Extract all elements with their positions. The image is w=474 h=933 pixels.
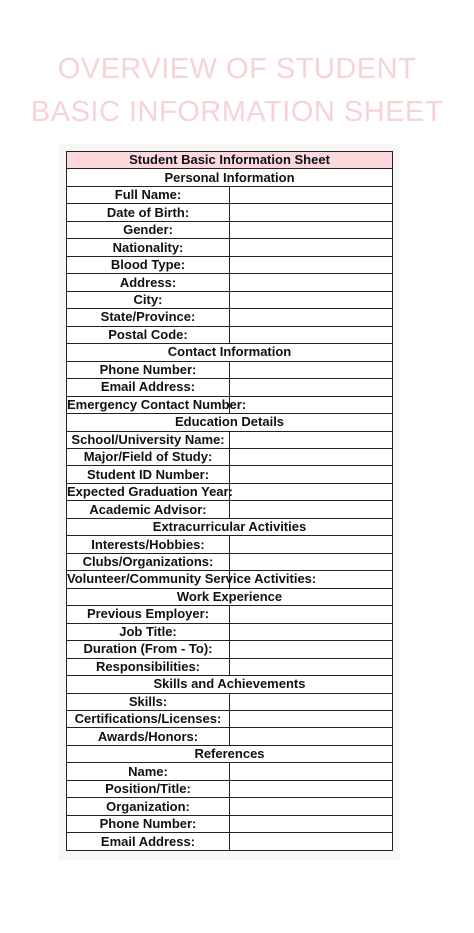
field-value-cell[interactable] [230, 763, 393, 780]
field-value-cell[interactable] [230, 186, 393, 203]
field-label: Phone Number: [67, 815, 230, 832]
field-value-cell[interactable] [230, 833, 393, 850]
field-row [67, 326, 393, 343]
section-row [67, 676, 393, 693]
field-row [67, 501, 393, 518]
field-label: State/Province: [67, 309, 230, 326]
section-row [67, 169, 393, 186]
field-row [67, 274, 393, 291]
field-label: Major/Field of Study: [67, 448, 230, 465]
field-label: Blood Type: [67, 256, 230, 273]
field-label: Email Address: [67, 379, 230, 396]
section-heading: Personal Information [67, 169, 393, 186]
section-heading: Extracurricular Activities [67, 518, 393, 535]
field-row [67, 728, 393, 745]
field-row [67, 466, 393, 483]
field-value-cell[interactable] [230, 239, 393, 256]
section-row [67, 414, 393, 431]
field-value-cell[interactable] [230, 466, 393, 483]
section-row [67, 745, 393, 762]
field-label: Job Title: [67, 623, 230, 640]
field-label: Student ID Number: [67, 466, 230, 483]
section-heading: Contact Information [67, 344, 393, 361]
title-line-2: BASIC INFORMATION SHEET [30, 96, 444, 128]
field-value-cell[interactable] [230, 815, 393, 832]
field-value-cell[interactable] [230, 780, 393, 797]
field-value-cell[interactable] [230, 204, 393, 221]
section-row [67, 518, 393, 535]
field-row [67, 396, 393, 413]
field-label: Nationality: [67, 239, 230, 256]
field-value-cell[interactable] [230, 728, 393, 745]
field-row [67, 606, 393, 623]
field-label: Previous Employer: [67, 606, 230, 623]
section-row [67, 344, 393, 361]
field-row [67, 553, 393, 570]
field-row [67, 798, 393, 815]
field-label: Skills: [67, 693, 230, 710]
field-row [67, 431, 393, 448]
field-value-cell[interactable] [230, 553, 393, 570]
field-label: School/University Name: [67, 431, 230, 448]
field-label: Email Address: [67, 833, 230, 850]
field-value-cell[interactable] [230, 309, 393, 326]
field-row [67, 711, 393, 728]
section-heading: Education Details [67, 414, 393, 431]
field-value-cell[interactable] [230, 623, 393, 640]
field-row [67, 693, 393, 710]
field-value-cell[interactable] [230, 274, 393, 291]
sheet-header-row [67, 152, 393, 169]
section-heading: References [67, 745, 393, 762]
sheet-header: Student Basic Information Sheet [67, 152, 393, 169]
field-row [67, 815, 393, 832]
field-value-cell[interactable] [230, 711, 393, 728]
field-row [67, 361, 393, 378]
section-row [67, 588, 393, 605]
field-value-cell[interactable] [230, 361, 393, 378]
field-row [67, 309, 393, 326]
field-label: Name: [67, 763, 230, 780]
field-label: Address: [67, 274, 230, 291]
field-row [67, 448, 393, 465]
field-label: Volunteer/Community Service Activities: [67, 571, 317, 587]
field-row [67, 658, 393, 675]
section-heading: Work Experience [67, 588, 393, 605]
section-heading: Skills and Achievements [67, 676, 393, 693]
field-value-cell[interactable] [230, 501, 393, 518]
field-row [67, 379, 393, 396]
field-value-cell[interactable] [230, 641, 393, 658]
field-row [67, 239, 393, 256]
field-label: Date of Birth: [67, 204, 230, 221]
field-value-cell[interactable] [230, 798, 393, 815]
field-label: Duration (From - To): [67, 641, 230, 658]
field-label: Phone Number: [67, 361, 230, 378]
field-label: Full Name: [67, 186, 230, 203]
field-value-cell[interactable] [230, 658, 393, 675]
field-row [67, 536, 393, 553]
field-label: Awards/Honors: [67, 728, 230, 745]
field-row [67, 780, 393, 797]
field-row [67, 833, 393, 850]
field-value-cell[interactable] [230, 431, 393, 448]
field-row [67, 483, 393, 500]
field-label: Position/Title: [67, 780, 230, 797]
field-value-cell[interactable] [230, 291, 393, 308]
field-row [67, 763, 393, 780]
page-title [0, 48, 474, 134]
field-label: City: [67, 291, 230, 308]
field-label: Academic Advisor: [67, 501, 230, 518]
field-value-cell[interactable] [230, 326, 393, 343]
field-row [67, 221, 393, 238]
field-value-cell[interactable] [230, 448, 393, 465]
info-sheet-table [66, 151, 393, 851]
field-value-cell[interactable] [230, 483, 393, 500]
field-row [67, 291, 393, 308]
field-label: Gender: [67, 221, 230, 238]
field-row [67, 204, 393, 221]
field-row [67, 256, 393, 273]
field-row [67, 571, 393, 588]
field-value-cell[interactable] [230, 606, 393, 623]
field-label: Organization: [67, 798, 230, 815]
field-label: Expected Graduation Year: [67, 484, 233, 500]
field-row [67, 186, 393, 203]
field-label: Emergency Contact Number: [67, 396, 247, 412]
field-value-cell[interactable] [230, 379, 393, 396]
field-label: Responsibilities: [67, 658, 230, 675]
field-value-cell[interactable] [230, 256, 393, 273]
field-row [67, 623, 393, 640]
field-label: Interests/Hobbies: [67, 536, 230, 553]
title-line-1: OVERVIEW OF STUDENT [57, 53, 417, 85]
field-value-cell[interactable] [230, 693, 393, 710]
field-value-cell[interactable] [230, 396, 393, 413]
field-label: Postal Code: [67, 326, 230, 343]
field-label: Certifications/Licenses: [67, 711, 230, 728]
field-label: Clubs/Organizations: [67, 553, 230, 570]
field-row [67, 641, 393, 658]
field-value-cell[interactable] [230, 536, 393, 553]
field-value-cell[interactable] [230, 221, 393, 238]
